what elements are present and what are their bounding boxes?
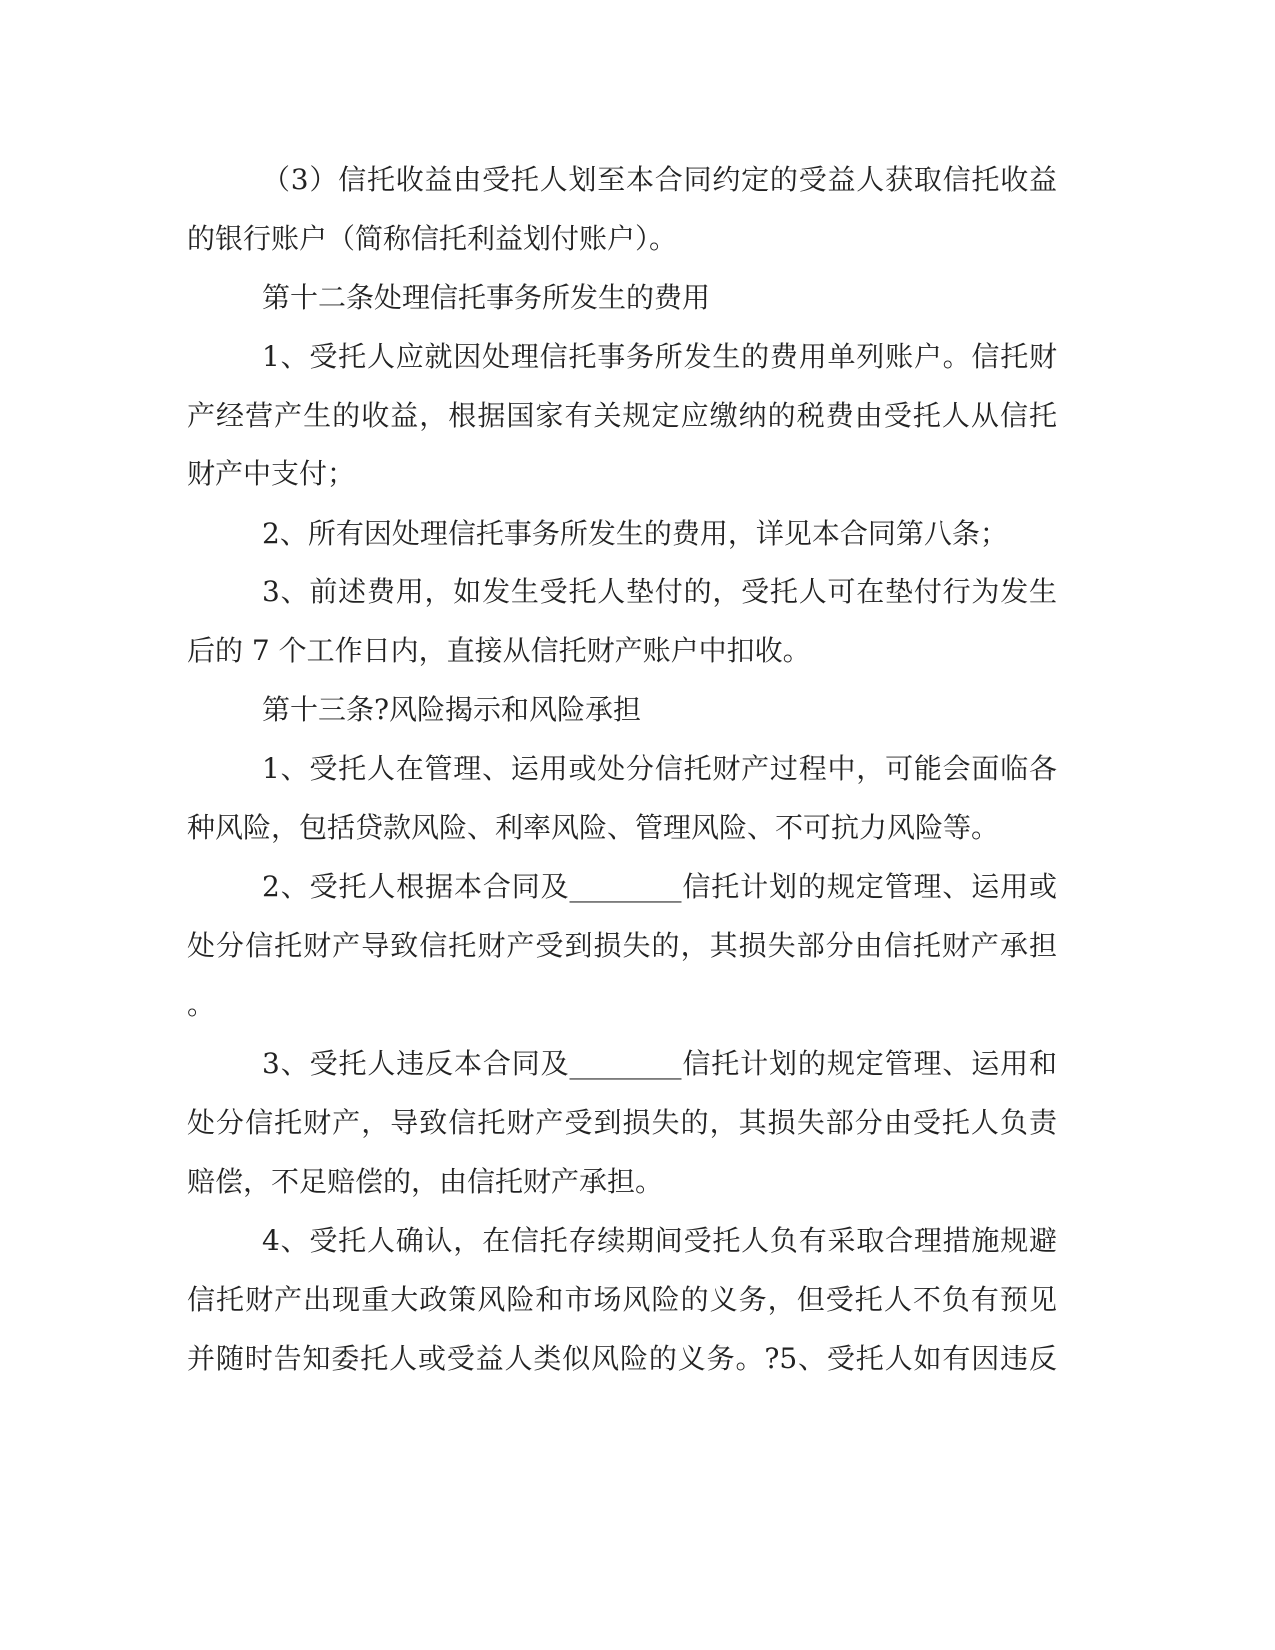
text-line: 并随时告知委托人或受益人类似风险的义务。?5、受托人如有因违反 <box>187 1342 1057 1375</box>
text-line: 1、受托人在管理、运用或处分信托财产过程中，可能会面临各 <box>262 752 1057 785</box>
text-line: 的银行账户（简称信托利益划付账户）。 <box>187 222 678 255</box>
text-line: 处分信托财产导致信托财产受到损失的，其损失部分由信托财产承担 <box>187 929 1057 962</box>
text-line: 3、受托人违反本合同及________信托计划的规定管理、运用和 <box>262 1047 1057 1080</box>
text-line: 财产中支付； <box>187 457 356 490</box>
text-line: 2、受托人根据本合同及________信托计划的规定管理、运用或 <box>262 870 1057 903</box>
text-line: 赔偿，不足赔偿的，由信托财产承担。 <box>187 1165 664 1198</box>
text-line: 1、受托人应就因处理信托事务所发生的费用单列账户。信托财 <box>262 340 1057 373</box>
text-line: 3、前述费用，如发生受托人垫付的，受托人可在垫付行为发生 <box>262 575 1057 608</box>
text-line: 2、所有因处理信托事务所发生的费用，详见本合同第八条； <box>262 517 1008 550</box>
text-line: 。 <box>187 988 216 1021</box>
text-line: 4、受托人确认，在信托存续期间受托人负有采取合理措施规避 <box>262 1224 1057 1257</box>
section-heading: 第十三条?风险揭示和风险承担 <box>262 693 642 726</box>
text-line: （3）信托收益由受托人划至本合同约定的受益人获取信托收益 <box>262 163 1057 196</box>
section-heading: 第十二条处理信托事务所发生的费用 <box>262 281 711 314</box>
text-line: 处分信托财产，导致信托财产受到损失的，其损失部分由受托人负责 <box>187 1106 1057 1139</box>
text-line: 信托财产出现重大政策风险和市场风险的义务，但受托人不负有预见 <box>187 1283 1057 1316</box>
text-line: 后的 7 个工作日内，直接从信托财产账户中扣收。 <box>187 634 811 667</box>
text-line: 种风险，包括贷款风险、利率风险、管理风险、不可抗力风险等。 <box>187 811 1000 844</box>
text-line: 产经营产生的收益，根据国家有关规定应缴纳的税费由受托人从信托 <box>187 399 1057 432</box>
